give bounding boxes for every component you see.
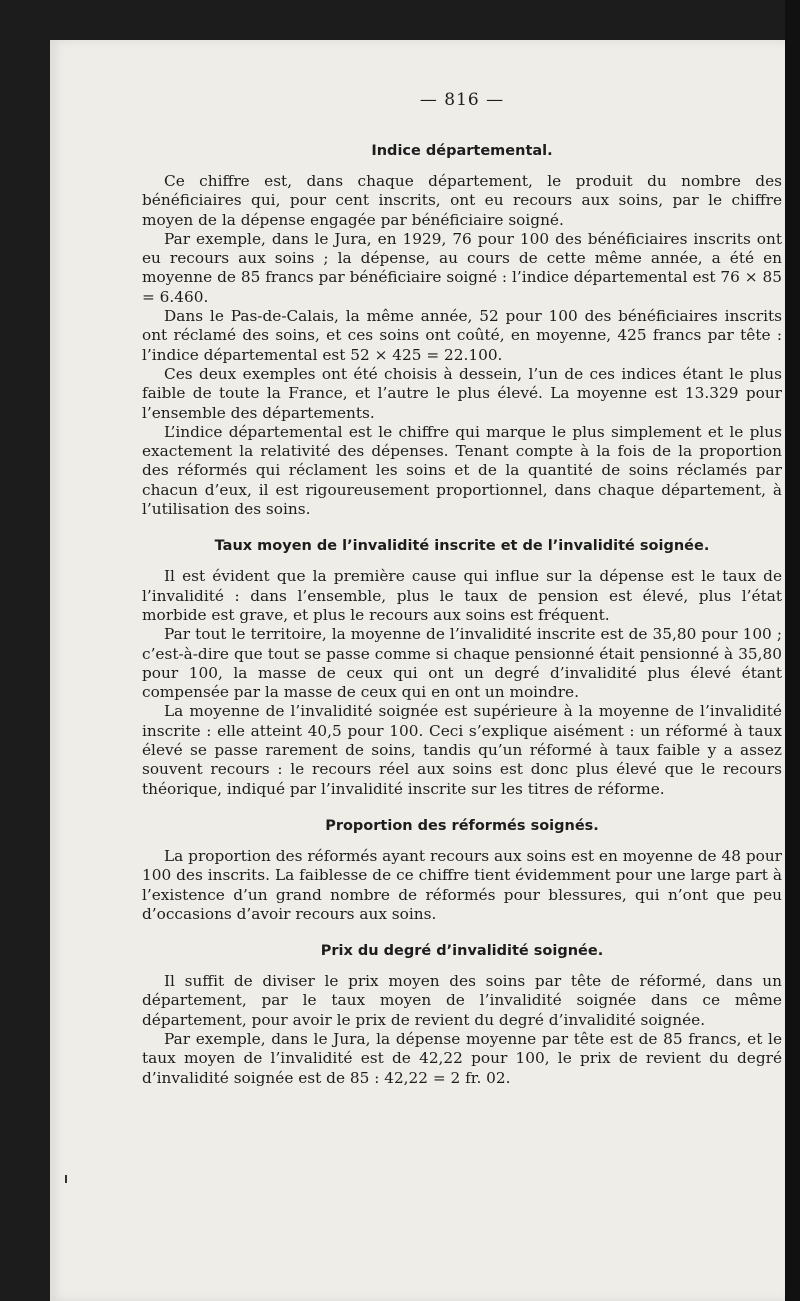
- paragraph: Ce chiffre est, dans chaque département, le produit du nombre des bénéficiaires qui, pour cent inscrits, ont eu recours aux soins, par le chiffre moyen de la dépense engagée par bénéficiaire soigné.: [142, 172, 782, 229]
- section-heading-proportion: Proportion des réformés soignés.: [325, 817, 599, 834]
- page-content: [142, 90, 782, 1088]
- book-page: [50, 40, 785, 1301]
- paragraph: Par exemple, dans le Jura, en 1929, 76 pour 100 des bénéficiaires inscrits ont eu recours aux soins ; la dépense, au cours de cette même année, a été en moyenne de 85 francs par bénéficiaire soigné : l’indice départemental est 76 × 85 = 6.460.: [142, 229, 782, 306]
- paragraph: Ces deux exemples ont été choisis à dessein, l’un de ces indices étant le plus faible de toute la France, et l’autre le plus élevé. La moyenne est 13.329 pour l’ensemble des départements.: [142, 364, 782, 422]
- paragraph: L’indice départemental est le chiffre qui marque le plus simplement et le plus exactement la relativité des dépenses. Tenant compte à la fois de la proportion des réformés qui réclament les soins et de la quantité de soins réclamés par chacun d’eux, il est rigoureusement proportionnel, dans chaque département, à l’utilisation des soins.: [142, 422, 782, 519]
- paragraph: La proportion des réformés ayant recours aux soins est en moyenne de 48 pour 100 des inscrits. La faiblesse de ce chiffre tient évidemment pour une large part à l’existence d’un grand nombre de réformés pour blessures, qui n’ont que peu d’occasions d’avoir recours aux soins.: [142, 846, 782, 923]
- section-heading-prix: Prix du degré d’invalidité soignée.: [320, 943, 604, 960]
- section-heading-indice: Indice départemental.: [371, 143, 553, 159]
- paragraph: Par exemple, dans le Jura, la dépense moyenne par tête est de 85 francs, et le taux moyen de l’invalidité est de 42,22 pour 100, le prix de revient du degré d’invalidité soignée est de 85 : 42,22 = 2 fr. 02.: [142, 1029, 782, 1087]
- paragraph: La moyenne de l’invalidité soignée est supérieure à la moyenne de l’invalidité inscrite : elle atteint 40,5 pour 100. Ceci s’explique aisément : un réformé à taux élevé se passe rarement de soins, tandis qu’un réformé à taux faible y a assez souvent recours : le recours réel aux soins est donc plus élevé que le recours théorique, indiqué par l’invalidité inscrite sur les titres de réforme.: [142, 702, 782, 798]
- paragraph: Dans le Pas-de-Calais, la même année, 52 pour 100 des bénéficiaires inscrits ont réclamé des soins, et ces soins ont coûté, en moyenne, 425 francs par tête : l’indice départemental est 52 × 425 = 22.100.: [142, 307, 782, 364]
- section-heading-taux-moyen: Taux moyen de l’invalidité inscrite et de l’invalidité soignée.: [214, 538, 710, 555]
- paragraph: Il est évident que la première cause qui influe sur la dépense est le taux de l’invalidité : dans l’ensemble, plus le taux de pension est élevé, plus l’état morbide est grave, et plus le recours aux soins est fréquent.: [142, 567, 782, 624]
- page-number: — 816 —: [419, 90, 505, 110]
- paragraph: Il suffit de diviser le prix moyen des soins par tête de réformé, dans un département, par le taux moyen de l’invalidité soignée dans ce même département, pour avoir le prix de revient du degré d’invalidité soignée.: [142, 972, 782, 1029]
- paragraph: Par tout le territoire, la moyenne de l’invalidité inscrite est de 35,80 pour 100 ; c’est-à-dire que tout se passe comme si chaque pensionné était pensionné à 35,80 pour 100, la masse de ceux qui ont un degré d’invalidité plus élevé étant compensée par la masse de ceux qui en ont un moindre.: [142, 625, 782, 702]
- page-edge-shadow: [785, 0, 800, 1301]
- stray-ink-mark: [65, 1175, 67, 1183]
